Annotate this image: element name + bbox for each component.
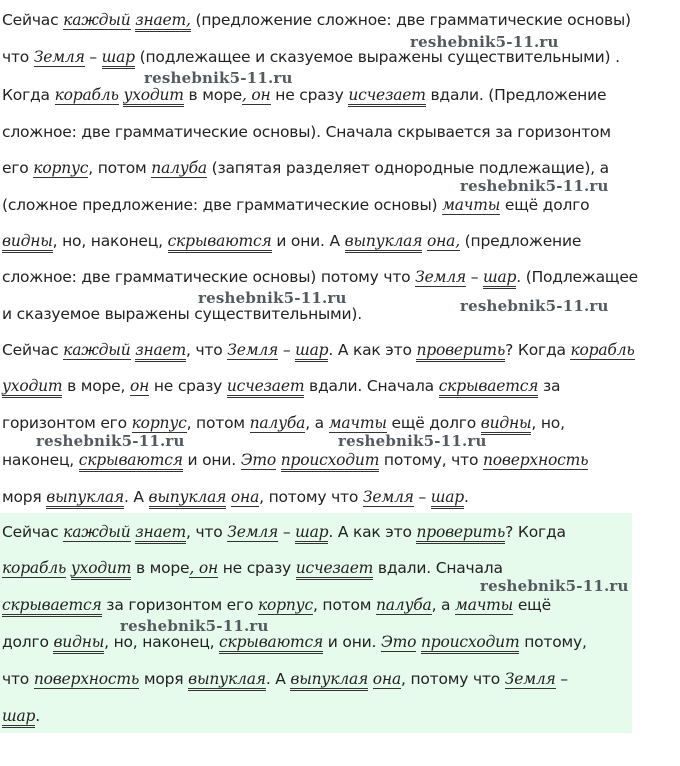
plain-text: наконец, xyxy=(2,451,79,469)
predicate-word: проверить xyxy=(416,523,505,544)
plain-text: . А как это xyxy=(328,523,417,541)
subject-word: она xyxy=(372,670,401,688)
predicate-word: выпуклая xyxy=(188,670,266,691)
plain-text: потому, что xyxy=(379,451,483,469)
watermark-text: reshebnik5-11.ru xyxy=(144,69,293,87)
plain-text: , потом xyxy=(312,596,376,614)
subject-word: мачты xyxy=(455,596,514,614)
subject-word: , xyxy=(189,559,199,577)
plain-text: вдали. Сначала xyxy=(373,559,503,577)
subject-word: корпус xyxy=(257,596,313,614)
plain-text: за xyxy=(538,377,561,395)
predicate-word: видны xyxy=(2,232,53,253)
highlighted-answer-block xyxy=(0,513,632,733)
watermark-text: reshebnik5-11.ru xyxy=(120,617,269,635)
plain-text: ? Когда xyxy=(505,341,571,359)
plain-text: , но, xyxy=(531,414,565,432)
plain-text: , потом xyxy=(186,414,250,432)
plain-text: ещё xyxy=(513,596,551,614)
plain-text: не сразу xyxy=(149,377,227,395)
text-line xyxy=(2,85,606,105)
watermark-text: reshebnik5-11.ru xyxy=(460,297,609,315)
predicate-word: знает xyxy=(135,523,186,544)
text-line xyxy=(2,487,469,507)
plain-text: моря xyxy=(139,670,189,688)
plain-text: Сейчас xyxy=(2,523,64,541)
plain-text: моря xyxy=(2,488,47,506)
predicate-word: проверить xyxy=(416,341,505,362)
subject-word: она, xyxy=(427,232,460,250)
plain-text: , а xyxy=(431,596,456,614)
plain-text: . А как это xyxy=(328,341,417,359)
plain-text: и они. xyxy=(182,451,241,469)
plain-text: – xyxy=(84,48,102,66)
plain-text: и они. xyxy=(323,633,381,651)
predicate-word: знает, xyxy=(135,11,191,32)
plain-text: (подлежащее и сказуемое выражены существительными) . xyxy=(134,48,620,66)
plain-text: – xyxy=(278,341,296,359)
text-line xyxy=(2,376,560,396)
plain-text: не сразу xyxy=(218,559,296,577)
predicate-word: исчезает xyxy=(227,377,304,398)
plain-text: и сказуемое выражены существительными). xyxy=(2,305,362,323)
text-line xyxy=(2,669,568,689)
predicate-word: шар xyxy=(483,268,516,289)
text-line xyxy=(2,267,638,287)
text-line xyxy=(2,195,589,215)
plain-text: – xyxy=(278,523,296,541)
plain-text: . А xyxy=(265,670,291,688)
predicate-word: видны xyxy=(53,633,104,654)
watermark-text: reshebnik5-11.ru xyxy=(36,432,185,450)
predicate-word: исчезает xyxy=(296,559,373,580)
predicate-word: выпуклая xyxy=(46,488,124,509)
watermark-text: reshebnik5-11.ru xyxy=(460,177,609,195)
subject-word: Земля xyxy=(227,341,279,359)
plain-text: вдали. (Предложение xyxy=(425,86,607,104)
subject-word: Земля xyxy=(33,48,85,66)
plain-text: горизонтом его xyxy=(2,414,132,432)
text-line xyxy=(2,231,581,251)
predicate-word: скрывается xyxy=(439,377,539,398)
text-line xyxy=(2,450,588,470)
plain-text: – xyxy=(555,670,568,688)
plain-text: и они. А xyxy=(271,232,345,250)
predicate-word: шар xyxy=(431,488,464,509)
predicate-word: исчезает xyxy=(348,86,425,107)
plain-text: потому, xyxy=(519,633,587,651)
subject-word: поверхность xyxy=(33,670,140,688)
predicate-word: шар xyxy=(295,341,328,362)
plain-text: , но, наконец, xyxy=(52,232,168,250)
text-line xyxy=(2,10,631,30)
plain-text: Сейчас xyxy=(2,11,64,29)
subject-word: корпус xyxy=(33,159,89,177)
plain-text: , что xyxy=(186,341,228,359)
subject-word: каждый xyxy=(63,523,131,541)
plain-text: (запятая разделяет однородные подлежащие), а xyxy=(206,159,609,177)
subject-word: Земля xyxy=(504,670,556,688)
plain-text: (сложное предложение: две грамматические основы) xyxy=(2,196,443,214)
subject-word: корпус xyxy=(131,414,187,432)
subject-word: Земля xyxy=(415,268,466,286)
subject-word: корабль xyxy=(54,86,119,104)
plain-text: , потому что xyxy=(400,670,505,688)
text-line xyxy=(2,632,587,652)
subject-word: палуба xyxy=(375,596,432,614)
subject-word: Это xyxy=(380,633,417,651)
plain-text: что xyxy=(2,48,34,66)
text-line xyxy=(2,595,551,615)
plain-text: сложное: две грамматические основы) потому что xyxy=(2,268,416,286)
plain-text: ещё долго xyxy=(386,414,481,432)
plain-text: что xyxy=(2,670,34,688)
plain-text: за горизонтом его xyxy=(101,596,258,614)
plain-text: в море, xyxy=(62,377,130,395)
subject-word: Земля xyxy=(227,523,279,541)
plain-text: – xyxy=(466,268,484,286)
predicate-word: шар xyxy=(102,48,135,69)
plain-text: Сейчас xyxy=(2,341,64,359)
predicate-word: уходит xyxy=(123,86,183,107)
watermark-text: reshebnik5-11.ru xyxy=(410,33,559,51)
predicate-word: скрываются xyxy=(79,451,183,472)
subject-word: , xyxy=(241,86,252,104)
plain-text: сложное: две грамматические основы). Сначала скрывается за горизонтом xyxy=(2,123,611,141)
plain-text: , а xyxy=(305,414,329,432)
subject-word: каждый xyxy=(63,341,131,359)
watermark-text: reshebnik5-11.ru xyxy=(198,289,347,307)
predicate-word: происходит xyxy=(421,633,519,654)
subject-word: корабль xyxy=(570,341,635,359)
plain-text: (предложение сложное: две грамматические основы) xyxy=(190,11,631,29)
plain-text: в море xyxy=(131,559,190,577)
text-line xyxy=(2,340,635,360)
predicate-word: выпуклая xyxy=(345,232,423,253)
plain-text: , что xyxy=(186,523,228,541)
plain-text: ? Когда xyxy=(505,523,566,541)
plain-text xyxy=(276,451,281,469)
plain-text: в море xyxy=(183,86,242,104)
plain-text: не сразу xyxy=(270,86,349,104)
predicate-word: скрывается xyxy=(2,596,102,617)
predicate-word: скрываются xyxy=(168,232,272,253)
plain-text: долго xyxy=(2,633,54,651)
text-line xyxy=(2,304,362,324)
plain-text: , но, наконец, xyxy=(104,633,220,651)
plain-text: Когда xyxy=(2,86,55,104)
predicate-word: шар xyxy=(295,523,328,544)
text-line xyxy=(2,122,611,142)
plain-text: его xyxy=(2,159,34,177)
watermark-text: reshebnik5-11.ru xyxy=(480,577,629,595)
plain-text: , потом xyxy=(88,159,152,177)
subject-word: палуба xyxy=(249,414,306,432)
subject-word: палуба xyxy=(151,159,207,177)
predicate-word: уходит xyxy=(2,377,62,398)
plain-text: ещё долго xyxy=(500,196,590,214)
plain-text: . xyxy=(35,707,40,725)
predicate-word: шар xyxy=(2,707,35,728)
predicate-word: скрываются xyxy=(219,633,323,654)
plain-text: (предложение xyxy=(459,232,582,250)
predicate-word: происходит xyxy=(281,451,379,472)
subject-word: он xyxy=(198,559,218,577)
subject-word: Земля xyxy=(362,488,414,506)
text-line xyxy=(2,522,566,542)
predicate-word: выпуклая xyxy=(149,488,227,509)
subject-word: корабль xyxy=(2,559,67,577)
predicate-word: знает xyxy=(135,341,186,362)
plain-text: . (Подлежащее xyxy=(516,268,638,286)
watermark-text: reshebnik5-11.ru xyxy=(338,432,487,450)
text-line xyxy=(2,558,503,578)
subject-word: каждый xyxy=(63,11,131,29)
text-line xyxy=(2,706,40,726)
subject-word: она xyxy=(230,488,260,506)
subject-word: мачты xyxy=(328,414,387,432)
text-line xyxy=(2,158,609,178)
predicate-word: видны xyxy=(481,414,532,435)
subject-word: мачты xyxy=(442,196,501,214)
predicate-word: выпуклая xyxy=(290,670,368,691)
plain-text: вдали. Сначала xyxy=(304,377,439,395)
subject-word: он xyxy=(129,377,150,395)
plain-text: , потому что xyxy=(259,488,363,506)
plain-text: . А xyxy=(123,488,149,506)
plain-text: – xyxy=(413,488,431,506)
subject-word: поверхность xyxy=(482,451,589,469)
plain-text: . xyxy=(463,488,469,506)
predicate-word: уходит xyxy=(71,559,131,580)
subject-word: Это xyxy=(240,451,276,469)
text-line xyxy=(2,413,565,433)
subject-word: он xyxy=(251,86,271,104)
